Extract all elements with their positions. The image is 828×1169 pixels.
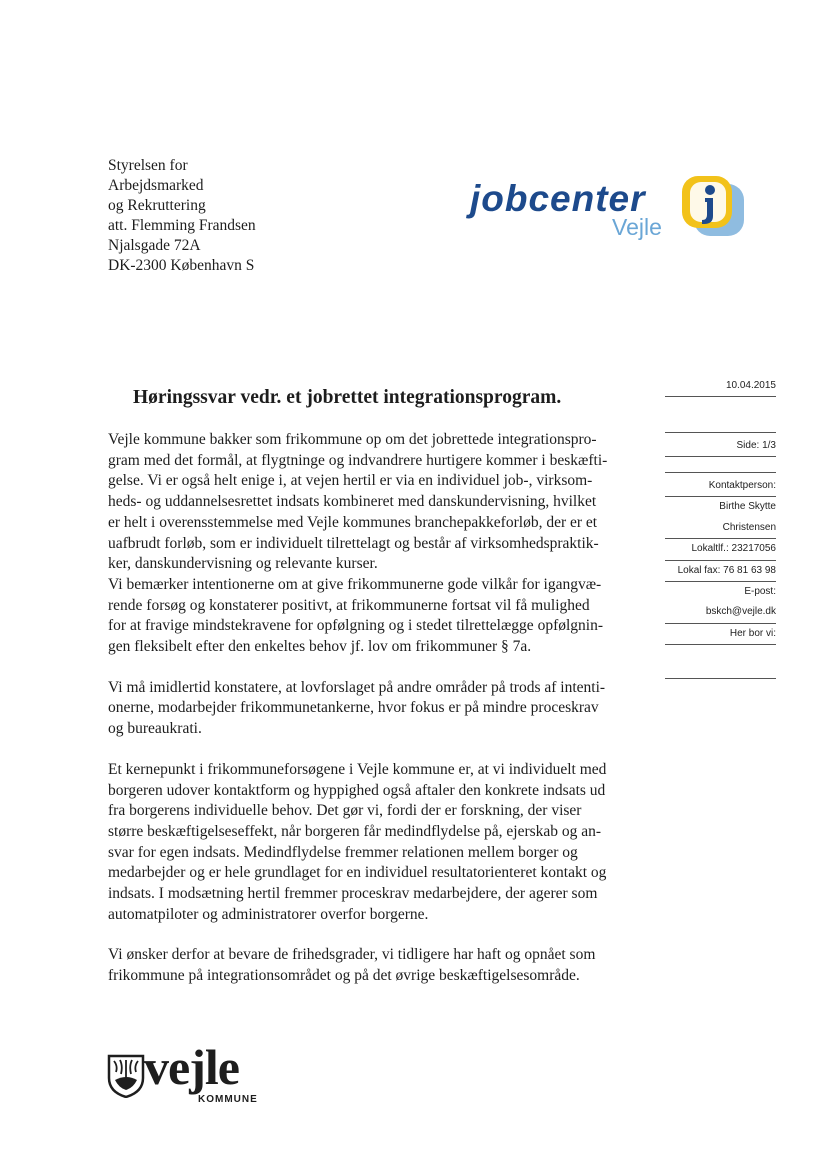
text-line: gen fleksibelt efter den enkeltes behov jf. lov om frikommuner § 7a. xyxy=(108,638,532,656)
text-line: heds- og uddannelsesrettet indsats kombineret med danskundervisning, hvilket xyxy=(108,493,597,511)
contact-phone: Lokaltlf.: 23217056 xyxy=(665,539,776,560)
address-line: Arbejdsmarked xyxy=(108,177,204,194)
text-line: for at fravige mindstekravene for opfølgning og i stedet tilrettelægge opfølgnin- xyxy=(108,617,604,635)
text-line: rende forsøg og konstaterer positivt, at frikommunerne fortsat vil få mulighed xyxy=(108,596,590,614)
coat-of-arms-icon xyxy=(106,1052,146,1098)
logo-city: Vejle xyxy=(612,214,662,240)
recipient-address xyxy=(108,156,256,276)
paragraph xyxy=(108,575,630,658)
text-line: medarbejder og er hele grundlaget for en individuel resultatorienteret kontakt og xyxy=(108,864,607,882)
logo-wordmark: jobcenter xyxy=(470,178,646,219)
address-line: att. Flemming Frandsen xyxy=(108,217,256,234)
contact-email: bskch@vejle.dk xyxy=(665,602,776,623)
divider xyxy=(665,472,776,473)
contact-block xyxy=(665,476,776,645)
paragraph xyxy=(108,945,630,986)
paragraph xyxy=(108,678,630,740)
text-line: indsats. I modsætning hertil fremmer proceskrav medarbejdere, der agerer som xyxy=(108,885,598,903)
paragraph xyxy=(108,430,630,575)
contact-name: Birthe Skytte xyxy=(719,501,776,513)
text-line: og bureaukrati. xyxy=(108,720,202,738)
page-number: Side: 1/3 xyxy=(736,440,776,451)
text-line: frikommune på integrationsområdet og på det øvrige beskæftigelsesområde. xyxy=(108,967,580,985)
text-line: borgeren udover kontaktform og hyppighed også aftaler den konkrete indsats ud xyxy=(108,781,606,799)
text-line: Vi ønsker derfor at bevare de frihedsgrader, vi tidligere har haft og opnået som xyxy=(108,946,596,964)
text-line: svar for egen indsats. Medindflydelse fremmer relationen mellem borger og xyxy=(108,843,578,861)
text-line: uafbrudt forløb, som er individuelt tilrettelagt og består af virksomhedspraktik- xyxy=(108,534,599,552)
text-line: fra borgerens individuelle behov. Det gør vi, fordi der er forskning, der viser xyxy=(108,802,582,820)
contact-label: Kontaktperson: xyxy=(665,476,776,497)
address-line: og Rekruttering xyxy=(108,197,206,214)
address-label: Her bor vi: xyxy=(665,624,776,645)
address-line: Styrelsen for xyxy=(108,157,188,174)
text-line: større beskæftigelseseffekt, når borgeren får medindflydelse på, ejerskab og an- xyxy=(108,822,602,840)
divider xyxy=(665,678,776,679)
letter-body xyxy=(108,430,630,987)
text-line: Et kernepunkt i frikommuneforsøgene i Vejle kommune er, at vi individuelt med xyxy=(108,760,607,778)
text-line: Vejle kommune bakker som frikommune op om det jobrettede integrationspro- xyxy=(108,431,597,448)
divider xyxy=(665,456,776,457)
vejle-wordmark: vejle xyxy=(144,1039,239,1095)
text-line: er helt i overensstemmelse med Vejle kommunes branchepakkeforløb, der er et xyxy=(108,513,598,531)
address-line: DK-2300 København S xyxy=(108,257,255,274)
text-line: Vi bemærker intentionerne om at give frikommunerne gode vilkår for igangvæ- xyxy=(108,575,602,593)
vejle-kommune-logo xyxy=(106,1039,266,1116)
text-line: Vi må imidlertid konstatere, at lovforslaget på andre områder på trods af intenti- xyxy=(108,678,606,696)
jobcenter-i-icon xyxy=(680,174,748,240)
letter-date: 10.04.2015 xyxy=(725,380,776,391)
text-line: automatpiloter og administratorer overfor borgerne. xyxy=(108,905,429,923)
letter-title: Høringssvar vedr. et jobrettet integrationsprogram. xyxy=(133,387,562,408)
jobcenter-logo xyxy=(470,174,750,246)
address-line: Njalsgade 72A xyxy=(108,237,201,254)
text-line: ker, danskundervisning og relevante kurser. xyxy=(108,555,378,573)
text-line: gelse. Vi er også helt enige i, at vejen hertil er via en individuel job-, virksom- xyxy=(108,472,593,490)
text-line: gram med det formål, at flygtninge og indvandrere hurtigere kommer i beskæfti- xyxy=(108,451,608,469)
text-line: onerne, modarbejder frikommunetankerne, hvor fokus er på mindre proceskrav xyxy=(108,699,599,717)
paragraph xyxy=(108,760,630,926)
email-label: E-post: xyxy=(744,585,776,597)
contact-fax: Lokal fax: 76 81 63 98 xyxy=(665,561,776,582)
divider xyxy=(665,396,776,397)
kommune-label: KOMMUNE xyxy=(198,1094,258,1105)
contact-name: Christensen xyxy=(665,518,776,539)
divider xyxy=(665,432,776,433)
